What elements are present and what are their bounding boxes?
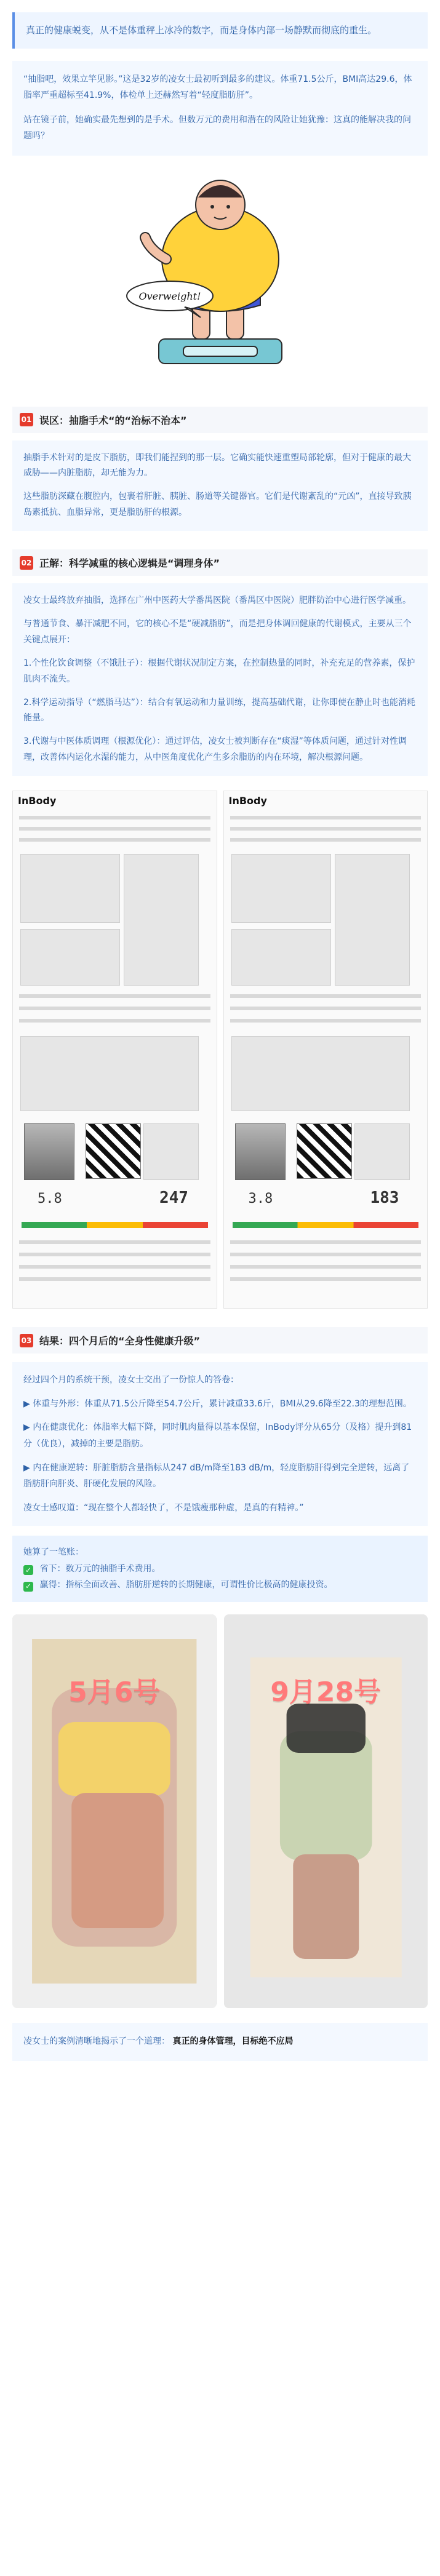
section-2-paragraph-3: 1.个性化饮食调整（不饿肚子）：根据代谢状况制定方案，在控制热量的同时，补充充足的营养素，保护肌肉不流失。: [23, 658, 415, 684]
photo-after: [224, 1614, 428, 2008]
ledger-item-1-text: 省下：数万元的抽脂手术费用。: [39, 1563, 161, 1574]
inbody-report-after: [223, 791, 428, 1309]
section-1-body: [12, 441, 428, 532]
inbody-logo: InBody: [18, 795, 57, 807]
section-1-heading: 误区：抽脂手术“的“治标不治本”: [39, 414, 187, 426]
check-icon: ✓: [23, 1565, 33, 1575]
intro-paragraph-1: “抽脂吧，效果立竿见影。”这是32岁的凌女士最初听到最多的建议。体重71.5公斤，BMI高达29.6，体脂率严重超标至41.9%，体检单上还赫然写着“轻度脂肪肝”。: [23, 74, 412, 100]
ledger-item-2-text: 赢得：指标全面改善、脂肪肝逆转的长期健康，可谓性价比极高的健康投资。: [39, 1580, 333, 1590]
section-3-number: 03: [20, 1334, 33, 1347]
ledger-item-1: [23, 1561, 417, 1577]
before-after-photos: [12, 1614, 428, 2008]
photo-after-label: 9月28号: [270, 1677, 382, 1709]
lead-quote: [12, 12, 428, 49]
section-3-heading: 结果：四个月后的“全身性健康升级”: [39, 1335, 201, 1347]
section-3-paragraph-4: ▶ 内在健康逆转：肝脏脂肪含量指标从247 dB/m降至183 dB/m，轻度脂肪肝得到完全逆转，远离了脂肪肝向肝炎、肝硬化发展的风险。: [23, 1462, 410, 1489]
metric-big: 247: [159, 1189, 188, 1208]
section-3-paragraph-2: ▶ 体重与外形：体重从71.5公斤降至54.7公斤，累计减重33.6斤，BMI从29.6降至22.3的理想范围。: [23, 1398, 412, 1409]
risk-bar: [22, 1222, 208, 1228]
check-icon: ✓: [23, 1582, 33, 1592]
scale-icon: [159, 339, 282, 364]
lead-text: 真正的健康蜕变，从不是体重秤上冰冷的数字，而是身体内部一场静默而彻底的重生。: [26, 25, 377, 36]
section-1-title: [12, 407, 428, 433]
hatch-pattern: [86, 1123, 141, 1179]
inbody-logo: InBody: [228, 795, 267, 807]
photo-before-label: 5月6号: [68, 1677, 161, 1709]
intro-paragraph-2: 站在镜子前，她确实最先想到的是手术。但数万元的费用和潜在的风险让她犹豫：这真的能解决我的问题吗？: [23, 114, 411, 141]
inbody-reports: [12, 791, 428, 1309]
section-2-paragraph-5: 3.代谢与中医体质调理（根源优化）：通过评估，凌女士被判断存在“痰湿”等体质问题，通过针对性调理，改善体内运化水湿的能力，从中医角度优化产生多余脂肪的内在环境，解决根源问题。: [23, 736, 407, 763]
section-3-paragraph-1: 经过四个月的系统干预，凌女士交出了一份惊人的答卷：: [23, 1375, 239, 1386]
section-3-body: [12, 1362, 428, 1526]
footer-text-b: 真正的身体管理，目标绝不应局: [172, 2036, 294, 2047]
section-2-body: [12, 583, 428, 776]
overweight-illustration: [116, 167, 325, 388]
section-2-paragraph-4: 2.科学运动指导（“燃脂马达”）：结合有氧运动和力量训练，提高基础代谢，让你即使在静止时也能消耗能量。: [23, 697, 415, 724]
mri-scan-image: [24, 1123, 74, 1180]
speech-bubble-text: Overweight!: [138, 290, 201, 302]
inbody-report-before: [12, 791, 217, 1309]
section-3-paragraph-5: 凌女士感叹道：“现在整个人都轻快了，不是饿瘦那种虚，是真的有精神。”: [23, 1502, 304, 1513]
section-3-paragraph-3: ▶ 内在健康优化：体脂率大幅下降，同时肌肉量得以基本保留，InBody评分从65分（及格）提升到81分（优良），减掉的主要是脂肪。: [23, 1422, 412, 1449]
intro-box: [12, 61, 428, 156]
section-2-number: 02: [20, 556, 33, 570]
section-1-number: 01: [20, 413, 33, 426]
footer-note: [12, 2023, 428, 2061]
hatch-pattern: [297, 1123, 352, 1179]
risk-bar: [233, 1222, 419, 1228]
photo-before: [12, 1614, 217, 2008]
section-1-paragraph-1: 抽脂手术针对的是皮下脂肪，即我们能捏到的那一层。它确实能快速重塑局部轮廓，但对于健康的最大威胁——内脏脂肪，却无能为力。: [23, 452, 411, 479]
metric-small: 5.8: [38, 1191, 62, 1207]
section-2-paragraph-1: 凌女士最终放弃抽脂，选择在广州中医药大学番禺医院（番禺区中医院）肥胖防治中心进行医学减重。: [23, 596, 411, 606]
section-1-paragraph-2: 这些脂肪深藏在腹腔内，包裹着肝脏、胰脏、肠道等关键器官。它们是代谢紊乱的“元凶”，直接导致胰岛素抵抗、血脂异常，更是脂肪肝的根源。: [23, 492, 412, 518]
section-3-title: [12, 1327, 428, 1354]
footer-text-a: 凌女士的案例清晰地揭示了一个道理：: [23, 2036, 170, 2047]
metric-big: 183: [370, 1189, 399, 1208]
section-2-paragraph-2: 与普通节食、暴汗减肥不同，它的核心不是“硬减脂肪”，而是把身体调回健康的代谢模式，主要从三个关键点展开：: [23, 619, 412, 645]
section-2-title: [12, 549, 428, 576]
metric-small: 3.8: [248, 1191, 273, 1207]
mri-scan-image: [235, 1123, 286, 1180]
cost-ledger: [12, 1536, 428, 1602]
ledger-title: 她算了一笔账：: [23, 1547, 84, 1558]
section-2-heading: 正解：科学减重的核心逻辑是“调理身体”: [39, 557, 220, 570]
ledger-item-2: [23, 1577, 417, 1593]
